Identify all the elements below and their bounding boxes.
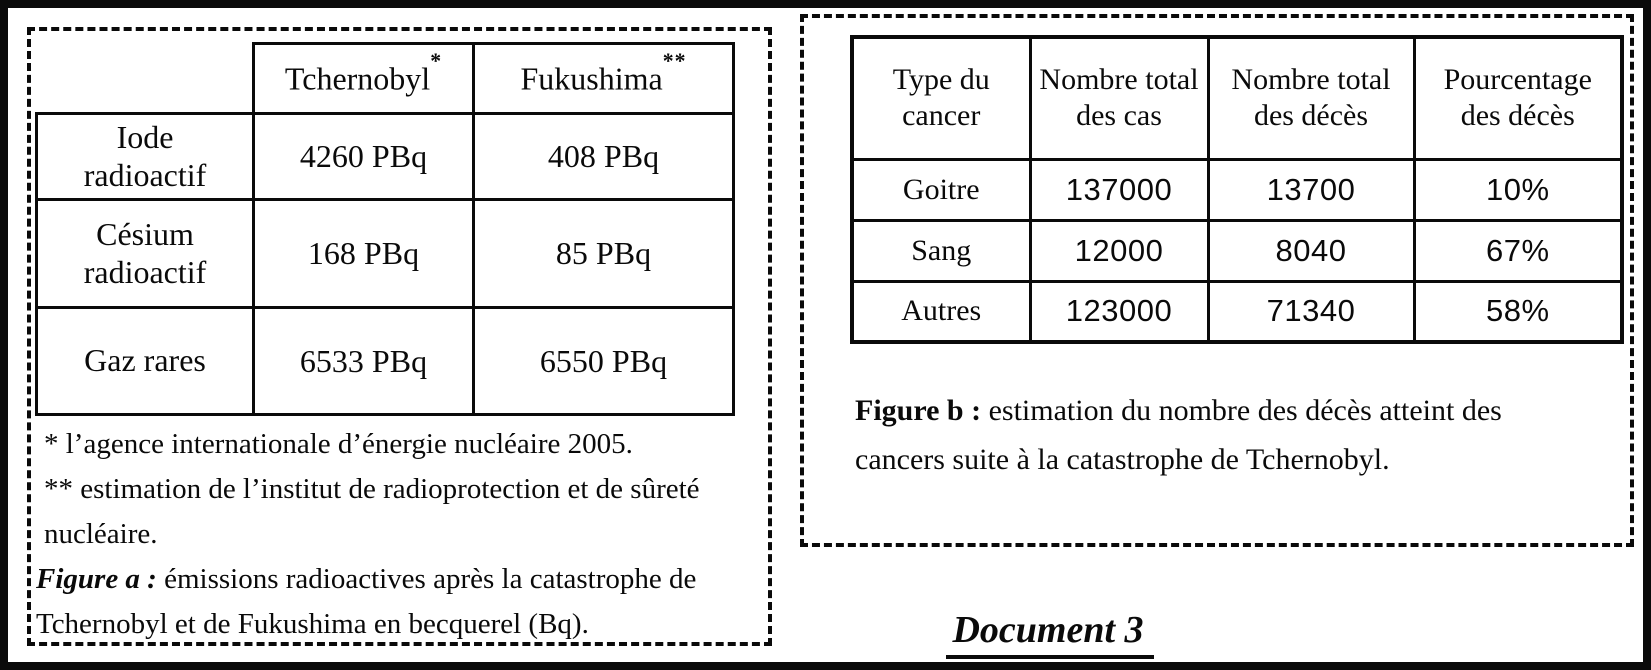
table-row — [37, 200, 734, 308]
value-cell: 168 PBq — [254, 200, 474, 308]
row-label: Sang — [852, 220, 1030, 281]
figure-a-col-tchernobyl — [254, 44, 474, 114]
figure-b-caption-label: Figure b : — [855, 394, 982, 427]
figure-b-caption-text: estimation du nombre des décès atteint des cancers suite à la catastrophe de Tchernobyl. — [855, 394, 1502, 476]
value-cell: 58% — [1414, 281, 1622, 342]
figure-b-col-pourcentage: Pourcentage des décès — [1414, 37, 1622, 159]
row-label: Césium radioactif — [37, 200, 254, 308]
figure-b-col-type: Type du cancer — [852, 37, 1030, 159]
document-title — [880, 608, 1220, 659]
footnote: ** estimation de l’institut de radioprotection et de sûreté nucléaire. — [44, 473, 700, 550]
value-cell: 408 PBq — [474, 114, 734, 200]
figure-b-caption — [850, 386, 1630, 484]
figure-b-table — [850, 35, 1624, 344]
figure-a-corner-cell — [37, 44, 254, 114]
table-row — [852, 220, 1622, 281]
value-cell: 71340 — [1208, 281, 1414, 342]
figure-b-header-row — [852, 37, 1622, 159]
footnote-marker: ** — [662, 49, 687, 74]
figure-a-header-row — [37, 44, 734, 114]
value-cell: 13700 — [1208, 159, 1414, 220]
column-label: Tchernobyl — [284, 60, 431, 97]
value-cell: 85 PBq — [474, 200, 734, 308]
value-cell: 8040 — [1208, 220, 1414, 281]
figure-a-table — [35, 42, 735, 416]
value-cell: 137000 — [1030, 159, 1208, 220]
row-label: Gaz rares — [37, 308, 254, 415]
document-title-text: Document 3 — [946, 608, 1153, 659]
value-cell: 6533 PBq — [254, 308, 474, 415]
figure-a-caption — [35, 557, 768, 647]
row-label: Autres — [852, 281, 1030, 342]
table-row — [852, 159, 1622, 220]
figure-b-col-cas: Nombre total des cas — [1030, 37, 1208, 159]
figure-b-col-deces: Nombre total des décès — [1208, 37, 1414, 159]
table-row — [37, 114, 734, 200]
figure-a-footnotes — [35, 422, 768, 557]
value-cell: 10% — [1414, 159, 1622, 220]
value-cell: 6550 PBq — [474, 308, 734, 415]
value-cell: 67% — [1414, 220, 1622, 281]
footnote: * l’agence internationale d’énergie nucléaire 2005. — [44, 428, 633, 460]
row-label: Goitre — [852, 159, 1030, 220]
column-label: Fukushima — [520, 60, 663, 97]
figure-a-col-fukushima — [474, 44, 734, 114]
table-row — [37, 308, 734, 415]
footnote-marker: * — [430, 49, 443, 74]
figure-a-panel — [27, 27, 772, 646]
value-cell: 123000 — [1030, 281, 1208, 342]
figure-a-caption-text: émissions radioactives après la catastrophe de Tchernobyl et de Fukushima en becquerel (Bq). — [36, 563, 697, 640]
table-row — [852, 281, 1622, 342]
figure-b-panel — [800, 14, 1634, 547]
value-cell: 4260 PBq — [254, 114, 474, 200]
row-label: Iode radioactif — [37, 114, 254, 200]
value-cell: 12000 — [1030, 220, 1208, 281]
figure-a-caption-label: Figure a : — [36, 563, 157, 595]
